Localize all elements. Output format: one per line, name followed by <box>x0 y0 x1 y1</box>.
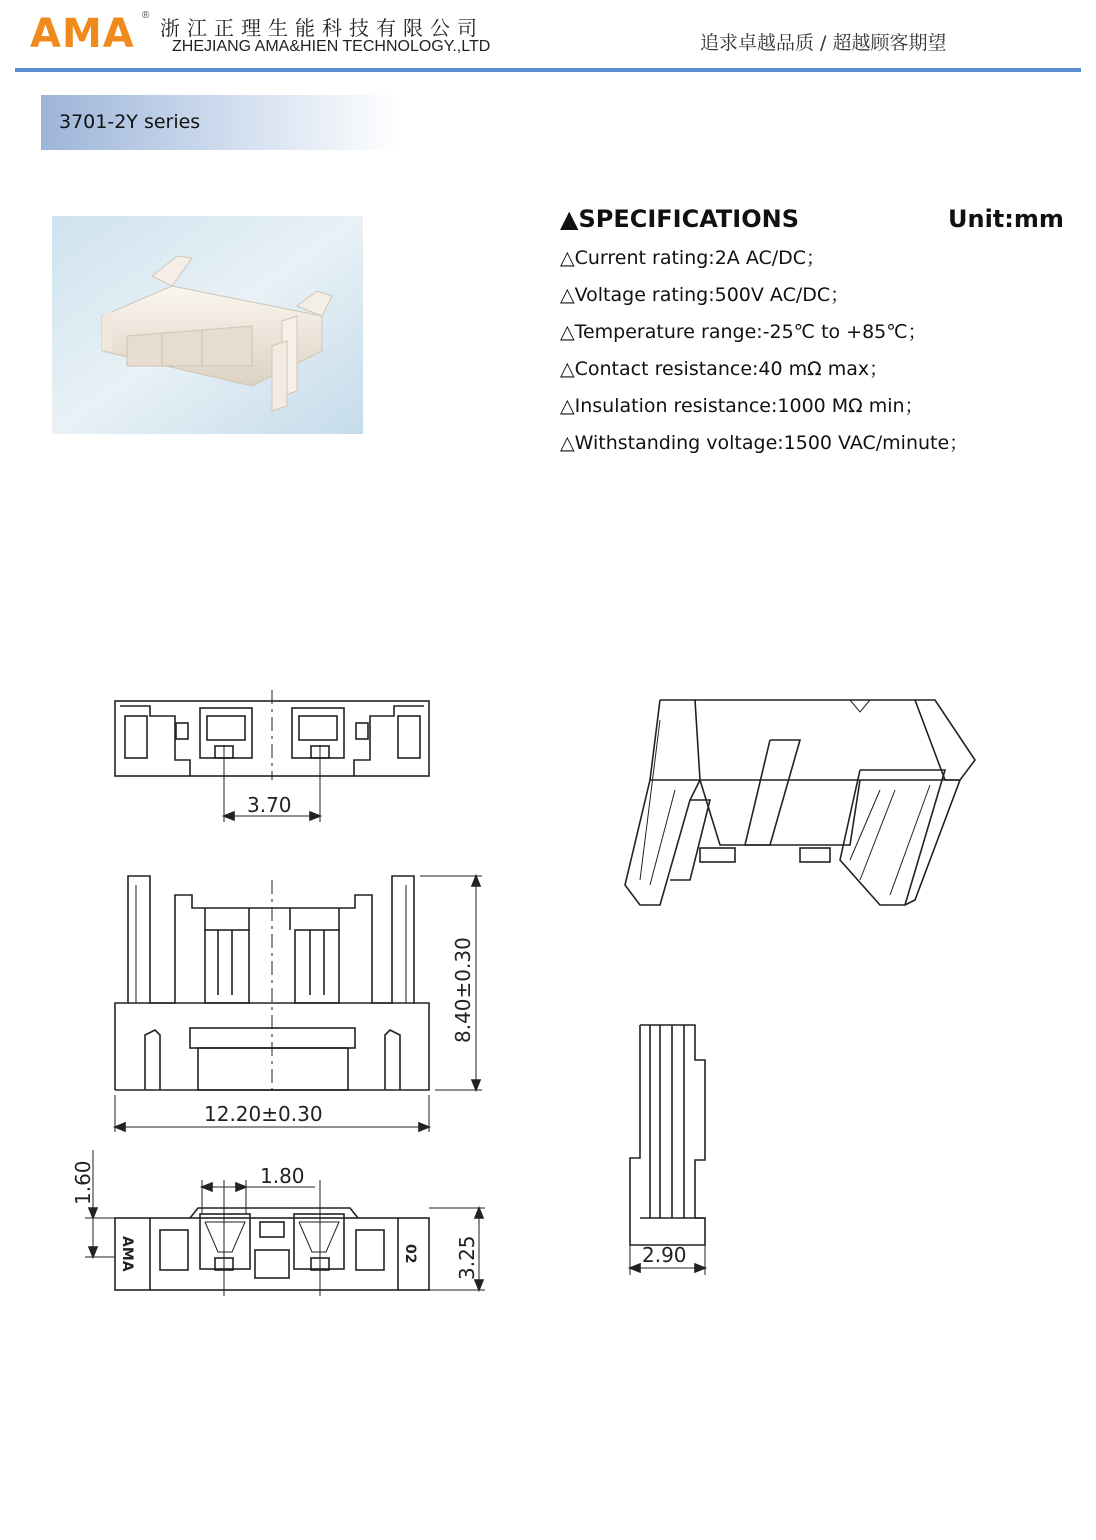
dim-side-thickness: 2.90 <box>642 1243 687 1267</box>
specifications-title: ▲SPECIFICATIONS <box>560 205 799 233</box>
company-slogan: 追求卓越品质 / 超越顾客期望 <box>700 32 947 54</box>
spec-withstanding-voltage: △Withstanding voltage:1500 VAC/minute； <box>560 432 969 454</box>
specifications-unit: Unit:mm <box>948 205 1064 233</box>
dim-bottom-width: 1.80 <box>260 1164 305 1188</box>
spec-insulation-resistance: △Insulation resistance:1000 MΩ min； <box>560 395 924 417</box>
housing-mark-02: 02 <box>402 1244 418 1264</box>
company-name-chinese: 浙江正理生能科技有限公司 <box>160 16 484 40</box>
spec-current-rating: △Current rating:2A AC/DC； <box>560 247 826 269</box>
isometric-view-drawing <box>625 700 975 905</box>
spec-temperature-range: △Temperature range:-25℃ to +85℃； <box>560 321 927 343</box>
spec-voltage-rating: △Voltage rating:500V AC/DC； <box>560 284 850 306</box>
dim-width: 12.20±0.30 <box>204 1102 323 1126</box>
dim-height: 8.40±0.30 <box>451 937 475 1043</box>
dim-pitch: 3.70 <box>247 793 292 817</box>
front-view-drawing <box>115 876 482 1132</box>
registered-mark: ® <box>142 10 150 21</box>
spec-contact-resistance: △Contact resistance:40 mΩ max； <box>560 358 889 380</box>
company-name-english: ZHEJIANG AMA&HIEN TECHNOLOGY.,LTD <box>172 38 491 55</box>
dim-bottom-offset: 1.60 <box>71 1160 95 1205</box>
series-label: 3701-2Y series <box>59 111 201 133</box>
dim-bottom-height: 3.25 <box>455 1235 479 1280</box>
side-view-drawing <box>630 1025 705 1275</box>
housing-mark-ama: AMA <box>119 1236 135 1272</box>
company-logo: AMA <box>30 11 135 57</box>
